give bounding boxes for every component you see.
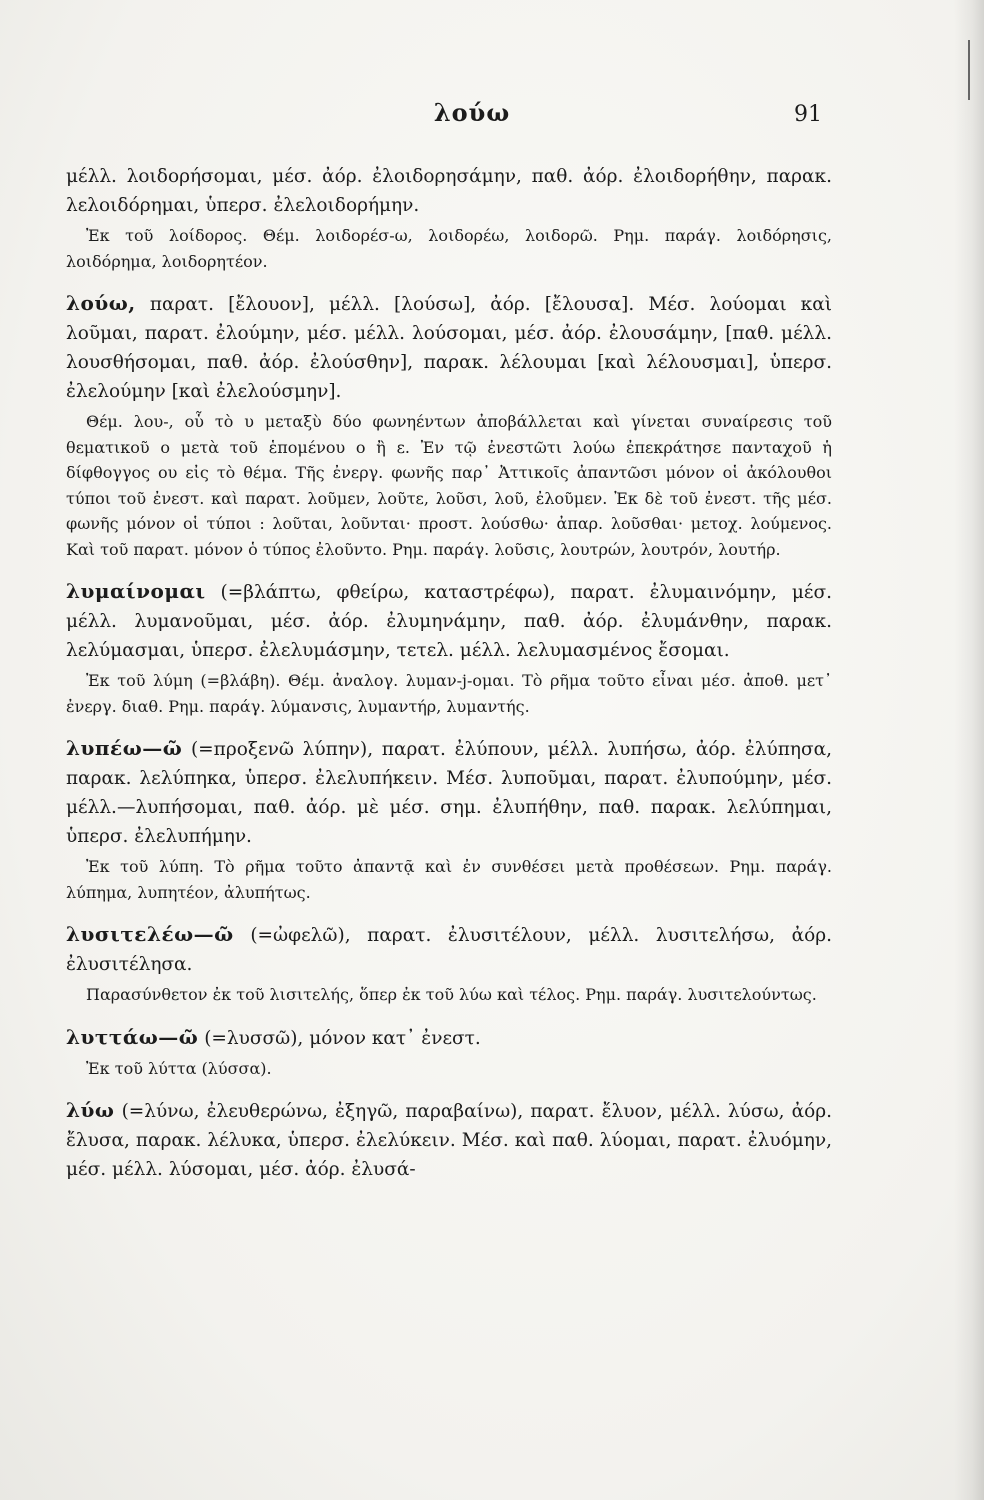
entry-text: παρατ. [ἔλουον], μέλλ. [λούσω], ἀόρ. [ἔλουσα]. Μέσ. λούομαι καὶ λοῦμαι, παρατ. ἐλούμην, μέσ. μέλλ. λούσομαι, μέσ. ἀόρ. ἐλουσάμην, [παθ. μέλλ. λουσθήσομαι, παθ. ἀόρ. ἐλούσθην], παρακ. λέλουμαι [καὶ λέλουσμαι], ὑπερσ. ἐλελούμην [καὶ ἐλελούσμην]. [66,294,832,402]
entry-note: Θέμ. λου-, οὗ τὸ υ μεταξὺ δύο φωνηέντων ἀποβάλλεται καὶ γίνεται συναίρεσις τοῦ θεματικοῦ ο μετὰ τοῦ ἑπομένου ο ἢ ε. Ἐν τῷ ἐνεστῶτι λούω ἐπεκράτησε πανταχοῦ ἡ δίφθογγος ου εἰς τὸ θέμα. Τῆς ἐνεργ. φωνῆς παρ᾽ Ἀττικοῖς ἀπαντῶσι μόνον οἱ ἀκόλουθοι τύποι τοῦ ἐνεστ. καὶ παρατ. λοῦμεν, λοῦτε, λοῦσι, λοῦ, ἐλοῦμεν. Ἐκ δὲ τοῦ ἐνεστ. τῆς μέσ. φωνῆς μόνον οἱ τύποι : λοῦται, λοῦνται· προστ. λούσθω· ἀπαρ. λοῦσθαι· μετοχ. λούμενος. Καὶ τοῦ παρατ. μόνον ὁ τύπος ἐλοῦντο. Ρημ. παράγ. λοῦσις, λουτρών, λουτρόν, λουτήρ. [66,412,832,559]
dictionary-text [66,162,832,1184]
entry-note: Ἐκ τοῦ λύμη (=βλάβη). Θέμ. ἀναλογ. λυμαν-j-ομαι. Τὸ ρῆμα τοῦτο εἶναι μέσ. ἀποθ. μετ᾽ ἐνεργ. διαθ. Ρημ. παράγ. λύμανσις, λυμαντήρ, λυμαντής. [66,671,832,716]
scan-mark [968,40,970,100]
entry-lemma: λύω [66,1098,115,1122]
entry-lymainomai [66,577,832,665]
running-header [0,98,984,138]
page-number: 91 [794,102,822,127]
entry-text: (=βλάπτω, φθείρω, καταστρέφω), παρατ. ἐλυμαινόμην, μέσ. μέλλ. λυμανοῦμαι, μέσ. ἀόρ. ἐλυμηνάμην, παθ. ἀόρ. ἐλυμάνθην, παρακ. λελύμασμαι, ὑπερσ. ἐλελυμάσμην, τετελ. μέλλ. λελυμασμένος ἔσομαι. [66,582,833,661]
entry-note: Ἐκ τοῦ λύπη. Τὸ ρῆμα τοῦτο ἀπαντᾷ καὶ ἐν συνθέσει μετὰ προθέσεων. Ρημ. παράγ. λύπημα, λυπητέον, ἀλυπήτως. [66,857,832,902]
entry-text: (=προξενῶ λύπην), παρατ. ἐλύπουν, μέλλ. λυπήσω, ἀόρ. ἐλύπησα, παρακ. λελύπηκα, ὑπερσ. ἐλελυπήκειν. Μέσ. λυποῦμαι, παρατ. ἐλυπούμην, μέσ. μέλλ.—λυπήσομαι, παθ. ἀόρ. μὲ μέσ. σημ. ἐλυπήθην, παθ. παρακ. λελύπημαι, ὑπερσ. ἐλελυπήμην. [66,739,832,847]
entry-lemma: λούω, [66,291,136,315]
entry-lemma: λυσιτελέω—ῶ [66,922,234,946]
entry-note: Ἐκ τοῦ λοίδορος. Θέμ. λοιδορέσ-ω, λοιδορέω, λοιδορῶ. Ρημ. παράγ. λοιδόρησις, λοιδόρημα, λοιδορητέον. [66,226,832,271]
entry-lemma: λυπέω—ῶ [66,736,183,760]
page-edge-shadow [954,0,984,1500]
entry-lysiteleo [66,920,832,979]
entry-lypeo [66,734,832,851]
entry-text: (=λυσσῶ), μόνον κατ᾽ ἐνεστ. [204,1027,481,1049]
header-headword: λούω [433,98,511,127]
entry-note: Παρασύνθετον ἐκ τοῦ λισιτελής, ὅπερ ἐκ τοῦ λύω καὶ τέλος. Ρημ. παράγ. λυσιτελούντως. [86,985,817,1004]
entry-lemma: λυμαίνομαι [66,579,206,603]
entry-lemma: λυττάω—ῶ [66,1024,199,1049]
entry-continuation [66,162,832,220]
entry-lyttao [66,1023,832,1053]
entry-text: (=ὠφελῶ), παρατ. ἐλυσιτέλουν, μέλλ. λυσιτελήσω, ἀόρ. ἐλυσιτέλησα. [66,925,832,975]
entry-text: μέλλ. λοιδορήσομαι, μέσ. ἀόρ. ἐλοιδορησάμην, παθ. ἀόρ. ἐλοιδορήθην, παρακ. λελοιδόρημαι, ὑπερσ. ἐλελοιδορήμην. [66,166,832,216]
entry-text: (=λύνω, ἐλευθερώνω, ἐξηγῶ, παραβαίνω), παρατ. ἔλυον, μέλλ. λύσω, ἀόρ. ἔλυσα, παρακ. λέλυκα, ὑπερσ. ἐλελύκειν. Μέσ. καὶ παθ. λύομαι, παρατ. ἐλυόμην, μέσ. μέλλ. λύσομαι, μέσ. ἀόρ. ἐλυσά- [66,1101,832,1180]
entry-note: Ἐκ τοῦ λύττα (λύσσα). [86,1058,272,1078]
entry-louo [66,289,832,406]
entry-lyo [66,1096,832,1184]
